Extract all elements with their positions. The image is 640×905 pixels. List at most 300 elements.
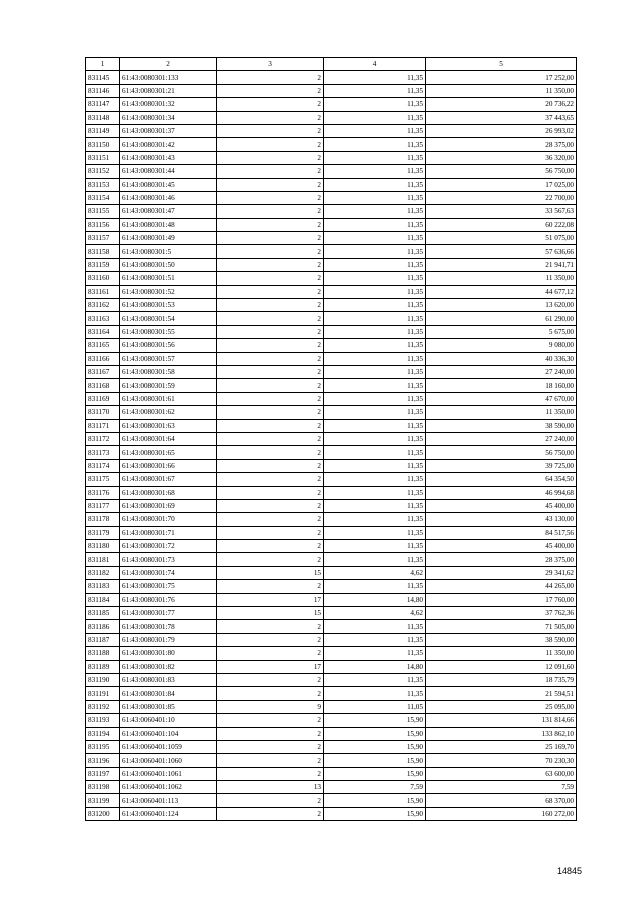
column-header-4: 4: [324, 58, 426, 71]
table-row: [86, 432, 577, 445]
table-cell-col4: 11,35: [324, 406, 426, 419]
table-cell-col4: 11,35: [324, 419, 426, 432]
table-cell-col3: 2: [217, 580, 324, 593]
table-cell-col4: 11,35: [324, 553, 426, 566]
table-cell-col2: 61:43:0060401:1059: [120, 740, 217, 753]
table-cell-col3: 2: [217, 218, 324, 231]
table-cell-col1: 831154: [86, 191, 120, 204]
table-row: [86, 781, 577, 794]
table-cell-col5: 26 993,02: [426, 124, 577, 137]
table-cell-col5: 5 675,00: [426, 325, 577, 338]
table-cell-col5: 37 762,36: [426, 607, 577, 620]
table-cell-col5: 7,59: [426, 781, 577, 794]
table-cell-col1: 831196: [86, 754, 120, 767]
table-row: [86, 138, 577, 151]
table-cell-col3: 2: [217, 312, 324, 325]
table-cell-col3: 15: [217, 607, 324, 620]
table-cell-col2: 61:43:0080301:43: [120, 151, 217, 164]
table-cell-col5: 33 567,63: [426, 205, 577, 218]
table-cell-col5: 44 677,12: [426, 285, 577, 298]
table-cell-col2: 61:43:0080301:84: [120, 687, 217, 700]
table-cell-col3: 2: [217, 258, 324, 271]
table-cell-col2: 61:43:0080301:74: [120, 566, 217, 579]
table-cell-col2: 61:43:0080301:67: [120, 473, 217, 486]
table-cell-col4: 11,35: [324, 379, 426, 392]
table-row: [86, 754, 577, 767]
table-cell-col1: 831200: [86, 807, 120, 820]
table-cell-col4: 14,80: [324, 660, 426, 673]
table-cell-col1: 831187: [86, 633, 120, 646]
table-cell-col4: 14,80: [324, 593, 426, 606]
table-cell-col1: 831174: [86, 459, 120, 472]
table-row: [86, 285, 577, 298]
table-cell-col3: 17: [217, 593, 324, 606]
table-cell-col2: 61:43:0060401:113: [120, 794, 217, 807]
table-row: [86, 406, 577, 419]
table-cell-col3: 2: [217, 620, 324, 633]
table-cell-col5: 17 252,00: [426, 71, 577, 84]
table-row: [86, 767, 577, 780]
table-cell-col4: 11,35: [324, 325, 426, 338]
table-cell-col5: 39 725,00: [426, 459, 577, 472]
table-row: [86, 191, 577, 204]
table-cell-col3: 2: [217, 325, 324, 338]
table-cell-col1: 831165: [86, 339, 120, 352]
table-cell-col1: 831160: [86, 272, 120, 285]
table-cell-col3: 2: [217, 740, 324, 753]
table-cell-col2: 61:43:0080301:68: [120, 486, 217, 499]
table-cell-col5: 11 350,00: [426, 272, 577, 285]
table-cell-col2: 61:43:0080301:54: [120, 312, 217, 325]
table-row: [86, 794, 577, 807]
table-cell-col5: 9 080,00: [426, 339, 577, 352]
table-cell-col4: 11,35: [324, 232, 426, 245]
table-cell-col4: 15,90: [324, 794, 426, 807]
table-row: [86, 272, 577, 285]
column-header-2: 2: [120, 58, 217, 71]
table-cell-col1: 831173: [86, 446, 120, 459]
table-cell-col3: 2: [217, 446, 324, 459]
table-cell-col5: 45 400,00: [426, 540, 577, 553]
table-cell-col4: 11,35: [324, 580, 426, 593]
table-cell-col2: 61:43:0080301:59: [120, 379, 217, 392]
table-cell-col3: 2: [217, 406, 324, 419]
table-cell-col4: 4,62: [324, 607, 426, 620]
table-cell-col1: 831149: [86, 124, 120, 137]
table-row: [86, 607, 577, 620]
table-cell-col5: 51 075,00: [426, 232, 577, 245]
table-cell-col3: 2: [217, 71, 324, 84]
table-cell-col4: 7,59: [324, 781, 426, 794]
table-row: [86, 633, 577, 646]
table-cell-col4: 15,90: [324, 740, 426, 753]
table-row: [86, 714, 577, 727]
table-cell-col1: 831178: [86, 513, 120, 526]
table-cell-col4: 11,35: [324, 647, 426, 660]
table-cell-col3: 2: [217, 124, 324, 137]
table-cell-col5: 133 862,10: [426, 727, 577, 740]
table-cell-col3: 2: [217, 794, 324, 807]
table-cell-col5: 56 750,00: [426, 446, 577, 459]
table-cell-col5: 84 517,56: [426, 526, 577, 539]
table-cell-col4: 11,35: [324, 473, 426, 486]
table-cell-col5: 13 620,00: [426, 299, 577, 312]
table-cell-col3: 2: [217, 633, 324, 646]
table-cell-col1: 831168: [86, 379, 120, 392]
table-cell-col5: 28 375,00: [426, 138, 577, 151]
table-cell-col4: 11,35: [324, 513, 426, 526]
table-cell-col1: 831184: [86, 593, 120, 606]
table-row: [86, 580, 577, 593]
table-cell-col3: 2: [217, 473, 324, 486]
table-cell-col1: 831167: [86, 365, 120, 378]
table-cell-col4: 11,35: [324, 620, 426, 633]
table-cell-col5: 160 272,00: [426, 807, 577, 820]
table-cell-col3: 2: [217, 98, 324, 111]
table-cell-col1: 831181: [86, 553, 120, 566]
table-cell-col4: 11,35: [324, 285, 426, 298]
table-cell-col3: 2: [217, 272, 324, 285]
column-header-3: 3: [217, 58, 324, 71]
table-cell-col3: 2: [217, 714, 324, 727]
table-cell-col4: 11,35: [324, 446, 426, 459]
table-cell-col5: 12 091,60: [426, 660, 577, 673]
table-cell-col1: 831182: [86, 566, 120, 579]
table-cell-col4: 11,35: [324, 486, 426, 499]
table-cell-col4: 11,35: [324, 352, 426, 365]
table-cell-col5: 43 130,00: [426, 513, 577, 526]
table-cell-col2: 61:43:0080301:53: [120, 299, 217, 312]
table-cell-col1: 831164: [86, 325, 120, 338]
table-cell-col3: 2: [217, 459, 324, 472]
table-cell-col1: 831145: [86, 71, 120, 84]
table-cell-col3: 2: [217, 807, 324, 820]
table-cell-col5: 11 350,00: [426, 84, 577, 97]
table-cell-col5: 36 320,00: [426, 151, 577, 164]
table-cell-col2: 61:43:0080301:34: [120, 111, 217, 124]
table-cell-col1: 831148: [86, 111, 120, 124]
table-cell-col1: 831172: [86, 432, 120, 445]
table-cell-col5: 56 750,00: [426, 165, 577, 178]
table-cell-col4: 11,35: [324, 178, 426, 191]
table-cell-col4: 11,35: [324, 312, 426, 325]
table-cell-col1: 831153: [86, 178, 120, 191]
table-cell-col3: 2: [217, 767, 324, 780]
table-cell-col4: 4,62: [324, 566, 426, 579]
table-cell-col1: 831199: [86, 794, 120, 807]
table-cell-col4: 11,35: [324, 432, 426, 445]
table-cell-col2: 61:43:0080301:71: [120, 526, 217, 539]
table-cell-col5: 11 350,00: [426, 406, 577, 419]
table-cell-col4: 11,35: [324, 111, 426, 124]
table-cell-col1: 831177: [86, 499, 120, 512]
table-cell-col1: 831180: [86, 540, 120, 553]
table-cell-col3: 2: [217, 245, 324, 258]
table-cell-col2: 61:43:0080301:46: [120, 191, 217, 204]
table-row: [86, 299, 577, 312]
table-cell-col4: 11,35: [324, 365, 426, 378]
table-cell-col1: 831146: [86, 84, 120, 97]
table-cell-col5: 18 160,00: [426, 379, 577, 392]
table-cell-col4: 11,35: [324, 272, 426, 285]
table-row: [86, 566, 577, 579]
table-cell-col5: 131 814,66: [426, 714, 577, 727]
table-cell-col2: 61:43:0080301:32: [120, 98, 217, 111]
table-cell-col1: 831193: [86, 714, 120, 727]
column-header-1: 1: [86, 58, 120, 71]
table-cell-col5: 29 341,62: [426, 566, 577, 579]
table-cell-col2: 61:43:0080301:52: [120, 285, 217, 298]
table-row: [86, 807, 577, 820]
table-row: [86, 352, 577, 365]
table-cell-col3: 2: [217, 84, 324, 97]
table-row: [86, 379, 577, 392]
table-cell-col4: 15,90: [324, 714, 426, 727]
table-cell-col3: 2: [217, 392, 324, 405]
table-cell-col2: 61:43:0080301:62: [120, 406, 217, 419]
table-cell-col1: 831185: [86, 607, 120, 620]
table-cell-col5: 71 505,00: [426, 620, 577, 633]
table-cell-col1: 831159: [86, 258, 120, 271]
table-cell-col5: 44 265,00: [426, 580, 577, 593]
table-row: [86, 526, 577, 539]
table-cell-col3: 2: [217, 365, 324, 378]
table-cell-col1: 831152: [86, 165, 120, 178]
table-cell-col5: 37 443,65: [426, 111, 577, 124]
table-row: [86, 232, 577, 245]
table-cell-col3: 2: [217, 754, 324, 767]
table-cell-col5: 68 370,00: [426, 794, 577, 807]
table-row: [86, 151, 577, 164]
table-row: [86, 245, 577, 258]
table-cell-col3: 2: [217, 352, 324, 365]
table-cell-col5: 38 590,00: [426, 419, 577, 432]
table-cell-col5: 17 760,00: [426, 593, 577, 606]
table-cell-col3: 2: [217, 673, 324, 686]
table-cell-col5: 27 240,00: [426, 432, 577, 445]
table-cell-col2: 61:43:0080301:45: [120, 178, 217, 191]
document-table-container: [85, 57, 576, 821]
table-row: [86, 71, 577, 84]
table-cell-col1: 831171: [86, 419, 120, 432]
table-cell-col2: 61:43:0080301:49: [120, 232, 217, 245]
table-cell-col1: 831176: [86, 486, 120, 499]
table-cell-col5: 64 354,50: [426, 473, 577, 486]
table-cell-col2: 61:43:0080301:85: [120, 700, 217, 713]
table-cell-col5: 22 700,00: [426, 191, 577, 204]
table-cell-col2: 61:43:0080301:77: [120, 607, 217, 620]
table-cell-col3: 2: [217, 299, 324, 312]
table-cell-col5: 20 736,22: [426, 98, 577, 111]
table-cell-col4: 11,35: [324, 540, 426, 553]
table-row: [86, 124, 577, 137]
table-cell-col2: 61:43:0080301:133: [120, 71, 217, 84]
table-cell-col1: 831198: [86, 781, 120, 794]
table-row: [86, 700, 577, 713]
table-row: [86, 392, 577, 405]
table-cell-col1: 831195: [86, 740, 120, 753]
table-cell-col2: 61:43:0080301:21: [120, 84, 217, 97]
table-cell-col5: 17 025,00: [426, 178, 577, 191]
table-cell-col1: 831175: [86, 473, 120, 486]
table-cell-col1: 831183: [86, 580, 120, 593]
table-cell-col5: 70 230,30: [426, 754, 577, 767]
table-cell-col1: 831166: [86, 352, 120, 365]
table-cell-col5: 61 290,00: [426, 312, 577, 325]
table-cell-col3: 2: [217, 232, 324, 245]
table-cell-col4: 11,35: [324, 299, 426, 312]
table-cell-col4: 11,35: [324, 673, 426, 686]
table-cell-col1: 831163: [86, 312, 120, 325]
table-cell-col2: 61:43:0080301:66: [120, 459, 217, 472]
table-row: [86, 740, 577, 753]
table-row: [86, 258, 577, 271]
table-cell-col2: 61:43:0060401:104: [120, 727, 217, 740]
table-cell-col3: 17: [217, 660, 324, 673]
table-cell-col5: 47 670,00: [426, 392, 577, 405]
table-row: [86, 84, 577, 97]
table-row: [86, 419, 577, 432]
table-cell-col3: 2: [217, 178, 324, 191]
table-row: [86, 727, 577, 740]
table-cell-col3: 2: [217, 486, 324, 499]
table-cell-col5: 38 590,00: [426, 633, 577, 646]
table-cell-col3: 2: [217, 151, 324, 164]
table-cell-col4: 11,35: [324, 499, 426, 512]
table-cell-col2: 61:43:0060401:1061: [120, 767, 217, 780]
table-cell-col2: 61:43:0060401:1060: [120, 754, 217, 767]
table-cell-col2: 61:43:0080301:57: [120, 352, 217, 365]
table-cell-col3: 9: [217, 700, 324, 713]
table-cell-col4: 11,35: [324, 459, 426, 472]
table-cell-col4: 11,35: [324, 165, 426, 178]
table-cell-col4: 11,35: [324, 84, 426, 97]
table-cell-col4: 11,35: [324, 339, 426, 352]
table-cell-col1: 831188: [86, 647, 120, 660]
table-cell-col4: 11,35: [324, 245, 426, 258]
table-cell-col1: 831194: [86, 727, 120, 740]
table-cell-col3: 2: [217, 526, 324, 539]
table-cell-col1: 831151: [86, 151, 120, 164]
table-cell-col4: 11,35: [324, 124, 426, 137]
table-cell-col2: 61:43:0080301:56: [120, 339, 217, 352]
table-cell-col1: 831158: [86, 245, 120, 258]
table-row: [86, 473, 577, 486]
table-cell-col1: 831189: [86, 660, 120, 673]
table-cell-col3: 2: [217, 553, 324, 566]
table-cell-col2: 61:43:0080301:44: [120, 165, 217, 178]
table-cell-col4: 11,35: [324, 151, 426, 164]
table-cell-col1: 831150: [86, 138, 120, 151]
table-cell-col2: 61:43:0080301:69: [120, 499, 217, 512]
table-cell-col5: 21 594,51: [426, 687, 577, 700]
table-row: [86, 553, 577, 566]
table-row: [86, 218, 577, 231]
table-cell-col4: 11,35: [324, 258, 426, 271]
table-cell-col4: 15,90: [324, 754, 426, 767]
table-cell-col2: 61:43:0080301:75: [120, 580, 217, 593]
table-cell-col1: 831169: [86, 392, 120, 405]
table-row: [86, 205, 577, 218]
table-row: [86, 486, 577, 499]
table-cell-col4: 15,90: [324, 767, 426, 780]
table-cell-col2: 61:43:0080301:47: [120, 205, 217, 218]
table-cell-col2: 61:43:0080301:72: [120, 540, 217, 553]
table-cell-col4: 11,35: [324, 526, 426, 539]
table-cell-col5: 60 222,08: [426, 218, 577, 231]
data-table: [85, 57, 577, 821]
table-cell-col3: 2: [217, 191, 324, 204]
table-row: [86, 339, 577, 352]
table-cell-col3: 2: [217, 138, 324, 151]
table-cell-col2: 61:43:0080301:83: [120, 673, 217, 686]
table-cell-col2: 61:43:0080301:79: [120, 633, 217, 646]
table-cell-col4: 11,35: [324, 98, 426, 111]
table-cell-col4: 11,35: [324, 392, 426, 405]
page-number: 14845: [557, 866, 583, 876]
table-cell-col3: 2: [217, 285, 324, 298]
table-cell-col1: 831157: [86, 232, 120, 245]
table-cell-col3: 2: [217, 165, 324, 178]
table-row: [86, 111, 577, 124]
table-cell-col1: 831186: [86, 620, 120, 633]
table-cell-col5: 57 636,66: [426, 245, 577, 258]
table-cell-col5: 63 600,00: [426, 767, 577, 780]
table-cell-col3: 2: [217, 339, 324, 352]
table-cell-col1: 831161: [86, 285, 120, 298]
table-cell-col1: 831162: [86, 299, 120, 312]
table-row: [86, 98, 577, 111]
table-cell-col3: 15: [217, 566, 324, 579]
table-cell-col2: 61:43:0080301:5: [120, 245, 217, 258]
table-row: [86, 499, 577, 512]
table-cell-col1: 831155: [86, 205, 120, 218]
table-cell-col2: 61:43:0080301:51: [120, 272, 217, 285]
table-cell-col2: 61:43:0080301:63: [120, 419, 217, 432]
table-cell-col3: 2: [217, 111, 324, 124]
table-cell-col1: 831179: [86, 526, 120, 539]
table-row: [86, 647, 577, 660]
table-cell-col3: 2: [217, 647, 324, 660]
table-cell-col3: 2: [217, 379, 324, 392]
table-cell-col1: 831190: [86, 673, 120, 686]
column-header-5: 5: [426, 58, 577, 71]
table-row: [86, 446, 577, 459]
table-cell-col5: 28 375,00: [426, 553, 577, 566]
table-cell-col2: 61:43:0080301:48: [120, 218, 217, 231]
table-cell-col1: 831156: [86, 218, 120, 231]
table-cell-col2: 61:43:0060401:124: [120, 807, 217, 820]
table-cell-col5: 18 735,79: [426, 673, 577, 686]
table-cell-col2: 61:43:0080301:42: [120, 138, 217, 151]
table-cell-col1: 831147: [86, 98, 120, 111]
table-cell-col2: 61:43:0080301:64: [120, 432, 217, 445]
table-cell-col3: 2: [217, 205, 324, 218]
table-cell-col5: 27 240,00: [426, 365, 577, 378]
table-row: [86, 365, 577, 378]
table-cell-col2: 61:43:0080301:50: [120, 258, 217, 271]
table-cell-col2: 61:43:0080301:55: [120, 325, 217, 338]
table-cell-col3: 2: [217, 419, 324, 432]
table-cell-col1: 831192: [86, 700, 120, 713]
table-row: [86, 459, 577, 472]
table-row: [86, 540, 577, 553]
table-cell-col4: 11,35: [324, 138, 426, 151]
table-row: [86, 620, 577, 633]
table-cell-col3: 2: [217, 540, 324, 553]
table-cell-col4: 11,35: [324, 191, 426, 204]
table-cell-col2: 61:43:0080301:82: [120, 660, 217, 673]
